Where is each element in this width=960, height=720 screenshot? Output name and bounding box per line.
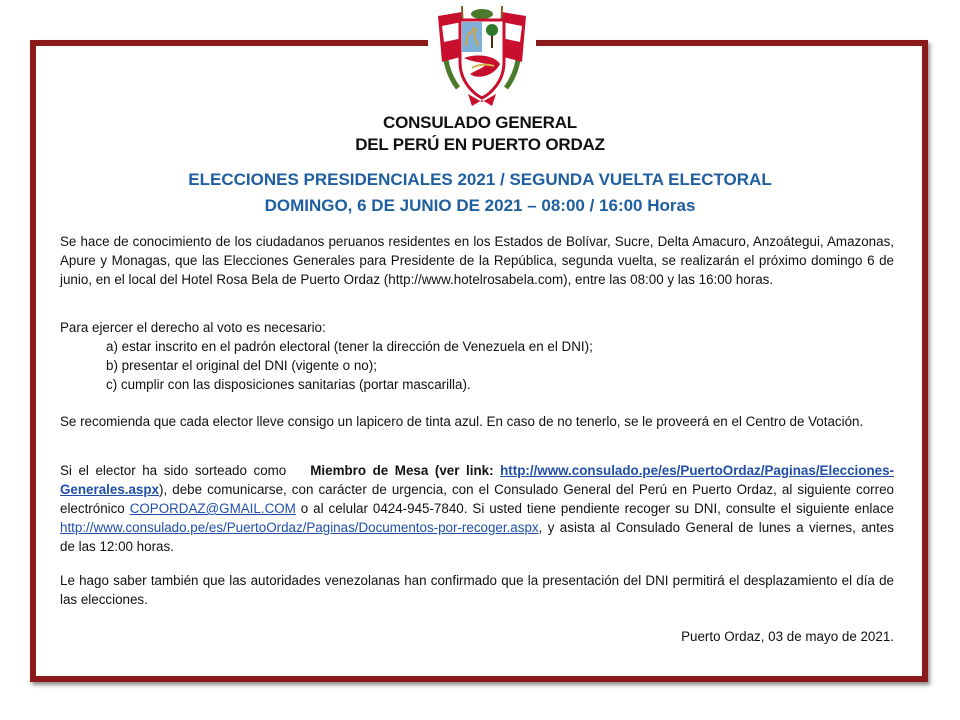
consulate-email-link[interactable]: COPORDAZ@GMAIL.COM (129, 501, 296, 516)
elecciones-generales-link[interactable]: http://www.consulado.pe/es/PuertoOrdaz/Paginas/Elecciones-Generales.aspx (60, 463, 894, 497)
election-date-time: DOMINGO, 6 DE JUNIO DE 2021 – 08:00 / 16:00 Horas (264, 196, 696, 215)
documentos-por-recoger-link[interactable]: http://www.consulado.pe/es/PuertoOrdaz/Paginas/Documentos-por-recoger.aspx (60, 520, 539, 535)
table-member-text-3: o al celular 0424-945-7840. Si usted tiene pendiente recoger su DNI, consulte el siguiente enlace (295, 501, 894, 516)
paragraph-dni-travel: Le hago saber también que las autoridades venezolanas han confirmado que la presentación del DNI permitirá el desplazamiento el día de las elecciones. (60, 573, 894, 607)
paragraph-requirements (60, 318, 894, 394)
table-member-text-2: ), debe comunicarse, con carácter de urgencia, con el Consulado General del Perú en Puerto Ordaz, al siguiente correo electrónico (60, 482, 894, 516)
paragraph-table-member (60, 461, 894, 556)
consulate-name-line2: DEL PERÚ EN PUERTO ORDAZ (355, 135, 605, 154)
requirement-item-a: a) estar inscrito en el padrón electoral (tener la dirección de Venezuela en el DNI); (106, 339, 593, 354)
paragraph-pen-recommendation: Se recomienda que cada elector lleve consigo un lapicero de tinta azul. En caso de no tenerlo, se le proveerá en el Centro de Votación. (60, 414, 864, 429)
consulate-name-line1: CONSULADO GENERAL (383, 113, 577, 132)
table-member-bold: Miembro de Mesa (ver link: (310, 463, 501, 478)
requirement-item-c: c) cumplir con las disposiciones sanitarias (portar mascarilla). (106, 377, 471, 392)
signature-place-date: Puerto Ordaz, 03 de mayo de 2021. (681, 629, 894, 644)
table-member-text-1: Si el elector ha sido sorteado como (60, 463, 287, 478)
table-member-text-4: , y asista al Consulado General de lunes a viernes, antes de las 12:00 horas. (60, 520, 894, 554)
requirement-item-b: b) presentar el original del DNI (vigente o no); (106, 358, 377, 373)
requirements-intro: Para ejercer el derecho al voto es necesario: (60, 320, 326, 335)
peru-coat-of-arms-icon (428, 2, 536, 108)
election-title: ELECCIONES PRESIDENCIALES 2021 / SEGUNDA VUELTA ELECTORAL (188, 170, 772, 189)
paragraph-announcement: Se hace de conocimiento de los ciudadanos peruanos residentes en los Estados de Bolívar, Sucre, Delta Amacuro, Anzoátegui, Amazonas, Apure y Monagas, que las Elecciones Generales para Presidente de la República, segunda vuelta, se realizarán el próximo domingo 6 de junio, en el local del Hotel Rosa Bela de Puerto Ordaz (http://www.hotelrosabela.com), entre las 08:00 y las 16:00 horas. (60, 234, 894, 287)
